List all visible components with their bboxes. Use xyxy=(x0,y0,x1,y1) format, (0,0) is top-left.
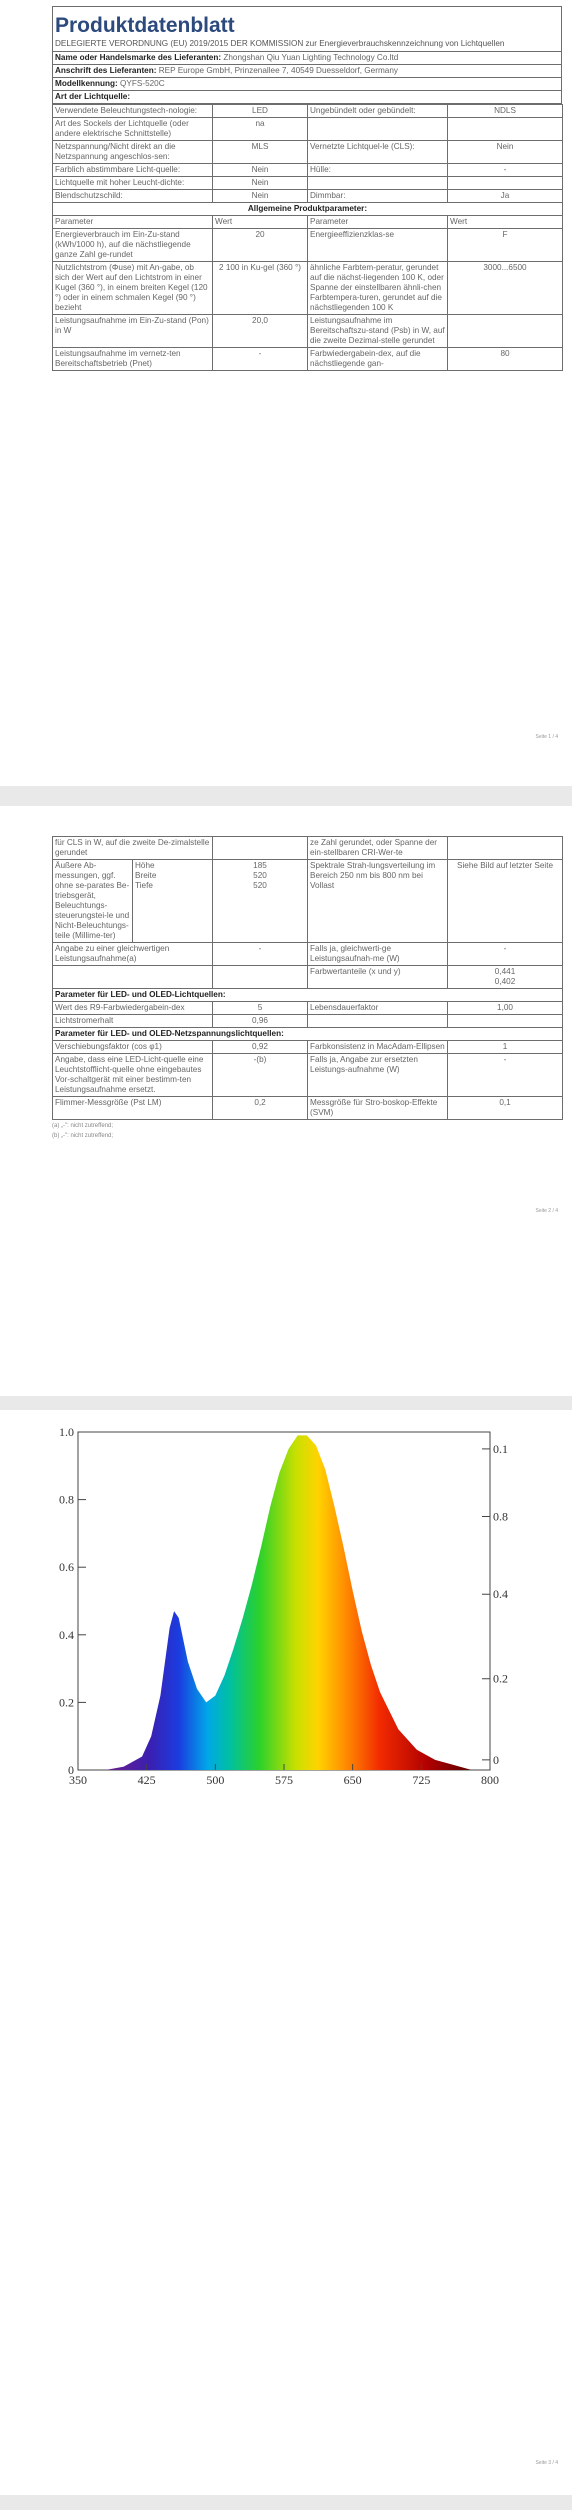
lightsource-param-label-2: Vernetzte Lichtquel-le (CLS): xyxy=(308,141,448,164)
regulation-subtitle: DELEGIERTE VERORDNUNG (EU) 2019/2015 DER KOMMISSION zur Energieverbrauchskennzeichnung von Lichtquellen xyxy=(55,39,505,48)
lightsource-param-value: na xyxy=(213,118,308,141)
general-param-label-2: Falls ja, gleichwerti-ge Leistungsaufnah-me (W) xyxy=(308,943,448,966)
lightsource-param-label-2 xyxy=(308,177,448,190)
page-number-2: Seite 2 / 4 xyxy=(535,1208,558,1214)
table-row xyxy=(53,348,563,371)
table-row xyxy=(53,966,563,989)
general-param-label-2: Energieeffizienzklas-se xyxy=(308,229,448,262)
lightsource-param-label-2: Hülle: xyxy=(308,164,448,177)
general-param-label-2: ze Zahl gerundet, oder Spanne der ein-stellbaren CRI-Wer-te xyxy=(308,837,448,860)
table-row xyxy=(53,315,563,348)
mains-param-label-2: Messgröße für Stro-boskop-Effekte (SVM) xyxy=(308,1097,448,1120)
lightsource-param-label: Farblich abstimmbare Licht-quelle: xyxy=(53,164,213,177)
led-param-label: Wert des R9-Farbwiedergabein-dex xyxy=(53,1002,213,1015)
mains-param-value: -(b) xyxy=(213,1054,308,1097)
mains-param-label: Flimmer-Messgröße (Pst LM) xyxy=(53,1097,213,1120)
right-tick-label: 0.8 xyxy=(493,1509,508,1524)
general-param-label: Nutzlichtstrom (Φuse) mit An-gabe, ob sich der Wert auf den Lichtstrom in einer Kugel (360 °), in einem breiten Kegel (120 °) oder in einem schmalen Kegel (90 °) bezieht xyxy=(53,262,213,315)
x-tick-label: 575 xyxy=(275,1773,293,1787)
mains-param-label-2: Falls ja, Angabe zur ersetzten Leistungs-aufnahme (W) xyxy=(308,1054,448,1097)
footnote-a: (a) „-": nicht zutreffend; xyxy=(52,1123,114,1129)
model-row xyxy=(53,78,562,91)
general-param-value xyxy=(213,837,308,860)
x-tick-label: 350 xyxy=(69,1773,87,1787)
page-3 xyxy=(0,1410,572,2495)
lightsource-param-label: Art des Sockels der Lichtquelle (oder andere elektrische Schnittstelle) xyxy=(53,118,213,141)
page-title: Produktdatenblatt xyxy=(55,14,235,37)
page-number-3: Seite 3 / 4 xyxy=(535,2460,558,2466)
table-row xyxy=(53,190,563,203)
supplier-address-value: REP Europe GmbH, Prinzenallee 7, 40549 Duesseldorf, Germany xyxy=(158,66,398,75)
lightsource-param-value: Nein xyxy=(213,177,308,190)
lightsource-param-value: Nein xyxy=(213,164,308,177)
general-param-label: für CLS in W, auf die zweite De-zimalstelle gerundet xyxy=(53,837,213,860)
col-value-1: Wert xyxy=(213,216,308,229)
lightsource-param-value-2 xyxy=(448,118,563,141)
table-row xyxy=(53,262,563,315)
table-row xyxy=(53,837,563,860)
datasheet-page-1 xyxy=(52,6,562,371)
general-param-value-2: Siehe Bild auf letzter Seite xyxy=(448,860,563,943)
general-param-label xyxy=(53,966,213,989)
general-param-value-2: 3000...6500 xyxy=(448,262,563,315)
dimension-value: 185 xyxy=(253,861,267,870)
general-param-label-2: Farbwiedergabein-dex, auf die nächstliegende gan- xyxy=(308,348,448,371)
general-param-value-2 xyxy=(448,315,563,348)
led-param-label-2 xyxy=(308,1015,448,1028)
lightsource-param-value-2: NDLS xyxy=(448,105,563,118)
table-row xyxy=(53,177,563,190)
general-table-continued xyxy=(52,836,563,1120)
table-row xyxy=(53,118,563,141)
general-param-label: Angabe zu einer gleichwertigen Leistungsaufnahme(a) xyxy=(53,943,213,966)
x-tick-label: 800 xyxy=(481,1773,499,1787)
header-table xyxy=(52,6,562,104)
lightsource-param-value: MLS xyxy=(213,141,308,164)
lightsource-param-label: Verwendete Beleuchtungstech-nologie: xyxy=(53,105,213,118)
lightsource-param-value-2: Nein xyxy=(448,141,563,164)
spectral-distribution-chart xyxy=(52,1420,530,1815)
right-tick-label: 0.2 xyxy=(493,1671,508,1686)
lightsource-param-value-2 xyxy=(448,177,563,190)
lightsource-param-label-2: Ungebündelt oder gebündelt: xyxy=(308,105,448,118)
general-dims-values xyxy=(213,860,308,943)
right-tick-label: 0 xyxy=(493,1752,499,1767)
general-param-value-2: F xyxy=(448,229,563,262)
mains-param-value: 0,2 xyxy=(213,1097,308,1120)
table-row xyxy=(53,141,563,164)
mains-param-label-2: Farbkonsistenz in MacAdam-Ellipsen xyxy=(308,1041,448,1054)
lightsource-param-label: Blendschutzschild: xyxy=(53,190,213,203)
table-row xyxy=(53,1054,563,1097)
table-row xyxy=(53,229,563,262)
lightsource-param-value-2: - xyxy=(448,164,563,177)
led-param-value-2 xyxy=(448,1015,563,1028)
y-tick-label: 0.8 xyxy=(59,1492,74,1507)
page-1 xyxy=(0,0,572,786)
table-row xyxy=(53,105,563,118)
lightsource-param-value: Nein xyxy=(213,190,308,203)
right-tick-label: 0.4 xyxy=(493,1587,508,1602)
general-param-value-2 xyxy=(448,837,563,860)
page-2 xyxy=(0,806,572,1396)
spectrum-area xyxy=(105,1435,471,1770)
table-row xyxy=(53,1097,563,1120)
led-param-value: 5 xyxy=(213,1002,308,1015)
lightsource-heading: Art der Lichtquelle: xyxy=(53,91,562,104)
mains-param-value-2: - xyxy=(448,1054,563,1097)
mains-param-value: 0,92 xyxy=(213,1041,308,1054)
general-param-label: Leistungsaufnahme im vernetz-ten Bereitschaftsbetrieb (Pnet) xyxy=(53,348,213,371)
datasheet-page-2 xyxy=(52,836,562,1140)
table-row xyxy=(53,943,563,966)
general-param-value: 20,0 xyxy=(213,315,308,348)
led-param-value-2: 1,00 xyxy=(448,1002,563,1015)
led-heading: Parameter für LED- und OLED-Lichtquellen: xyxy=(53,989,563,1002)
table-row xyxy=(53,1015,563,1028)
lightsource-table xyxy=(52,104,563,371)
general-param-label: Äußere Ab-messungen, ggf. ohne se-parates Be-triebsgerät, Beleuchtungs-steuerungstei-le und Nicht-Beleuchtungs-teile (Millime-ter) xyxy=(53,860,133,943)
general-param-value-2: - xyxy=(448,943,563,966)
table-row xyxy=(53,1002,563,1015)
table-row xyxy=(53,860,563,943)
table-row xyxy=(53,1041,563,1054)
supplier-address-row xyxy=(53,65,562,78)
general-param-value-2: 0,441 0,402 xyxy=(448,966,563,989)
general-dims-labels xyxy=(133,860,213,943)
mains-param-label: Verschiebungsfaktor (cos φ1) xyxy=(53,1041,213,1054)
led-param-value: 0,96 xyxy=(213,1015,308,1028)
general-param-label: Energieverbrauch im Ein-Zu-stand (kWh/1000 h), auf die nächstliegende ganze Zahl ge-rundet xyxy=(53,229,213,262)
general-param-value xyxy=(213,966,308,989)
lightsource-param-value-2: Ja xyxy=(448,190,563,203)
supplier-name-row xyxy=(53,52,562,65)
dimension-label: Breite xyxy=(135,871,157,880)
footnote-b: (b) „-": nicht zutreffend; xyxy=(52,1133,114,1139)
general-heading: Allgemeine Produktparameter: xyxy=(53,203,563,216)
y-tick-label: 0.6 xyxy=(59,1560,74,1575)
dimension-label: Höhe xyxy=(135,861,155,870)
general-param-value: 20 xyxy=(213,229,308,262)
x-tick-label: 725 xyxy=(412,1773,431,1787)
mains-heading: Parameter für LED- und OLED-Netzspannungslichtquellen: xyxy=(53,1028,563,1041)
lightsource-param-label: Lichtquelle mit hoher Leucht-dichte: xyxy=(53,177,213,190)
lightsource-param-label-2: Dimmbar: xyxy=(308,190,448,203)
col-param-1: Parameter xyxy=(53,216,213,229)
supplier-name-value: Zhongshan Qiu Yuan Lighting Technology Co.ltd xyxy=(223,53,399,62)
y-tick-label: 0.4 xyxy=(59,1627,74,1642)
lightsource-param-value: LED xyxy=(213,105,308,118)
mains-param-value-2: 1 xyxy=(448,1041,563,1054)
col-param-2: Parameter xyxy=(308,216,448,229)
general-param-label-2: Leistungsaufnahme im Bereitschaftszu-stand (Psb) in W, auf die zweite Dezimal-stelle gerundet xyxy=(308,315,448,348)
general-param-label-2: Spektrale Strah-lungsverteilung im Bereich 250 nm bis 800 nm bei Vollast xyxy=(308,860,448,943)
supplier-address-label: Anschrift des Lieferanten: xyxy=(55,66,157,75)
model-label: Modellkennung: xyxy=(55,79,118,88)
table-row xyxy=(53,164,563,177)
x-tick-label: 650 xyxy=(343,1773,362,1787)
mains-param-label: Angabe, dass eine LED-Licht-quelle eine Leuchtstofflicht-quelle ohne eingebautes Vor-schaltgerät mit einer bestimm-ten Leistungsaufnahme ersetzt. xyxy=(53,1054,213,1097)
lightsource-param-label: Netzspannung/Nicht direkt an die Netzspannung angeschlos-sen: xyxy=(53,141,213,164)
general-param-label-2: ähnliche Farbtem-peratur, gerundet auf die nächst-liegenden 100 K, oder Spanne der einstellbaren ähnli-chen Farbtempera-turen, gerundet auf die nächstliegenden 100 K xyxy=(308,262,448,315)
y-tick-label: 0.2 xyxy=(59,1695,74,1710)
x-tick-label: 500 xyxy=(206,1773,225,1787)
mains-param-value-2: 0,1 xyxy=(448,1097,563,1120)
general-param-label: Leistungsaufnahme im Ein-Zu-stand (Pon) in W xyxy=(53,315,213,348)
x-tick-label: 425 xyxy=(137,1773,156,1787)
right-tick-label: 0.1 xyxy=(493,1441,508,1456)
general-param-value-2: 80 xyxy=(448,348,563,371)
dimension-value: 520 xyxy=(253,881,267,890)
general-param-value: 2 100 in Ku-gel (360 °) xyxy=(213,262,308,315)
general-param-value: - xyxy=(213,943,308,966)
y-tick-label: 1.0 xyxy=(59,1425,74,1439)
dimension-label: Tiefe xyxy=(135,881,153,890)
general-param-value: - xyxy=(213,348,308,371)
led-param-label: Lichtstromerhalt xyxy=(53,1015,213,1028)
y-tick-label: 0 xyxy=(68,1763,74,1777)
supplier-name-label: Name oder Handelsmarke des Lieferanten: xyxy=(55,53,222,62)
page-number-1: Seite 1 / 4 xyxy=(535,734,558,740)
model-value: QYFS-520C xyxy=(120,79,165,88)
led-param-label-2: Lebensdauerfaktor xyxy=(308,1002,448,1015)
lightsource-param-label-2 xyxy=(308,118,448,141)
dimension-value: 520 xyxy=(253,871,267,880)
general-param-label-2: Farbwertanteile (x und y) xyxy=(308,966,448,989)
col-value-2: Wert xyxy=(448,216,563,229)
